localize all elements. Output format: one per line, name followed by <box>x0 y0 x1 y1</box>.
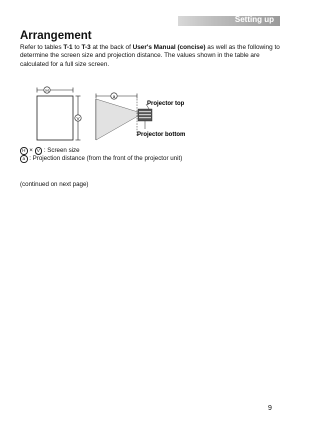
page-title: Arrangement <box>20 30 92 42</box>
legend-projection-distance <box>20 155 182 163</box>
distance-symbol: a <box>112 93 116 99</box>
projector-vent <box>139 114 151 115</box>
width-symbol-legend: H <box>20 147 28 155</box>
intro-text-2: to <box>72 44 82 51</box>
page-number: 9 <box>268 405 272 412</box>
projector-vent <box>139 111 151 112</box>
arrangement-diagram <box>0 78 300 150</box>
distance-symbol-legend: a <box>20 155 28 163</box>
projection-beam <box>96 99 138 140</box>
height-symbol-legend: V <box>35 147 43 155</box>
manual-title: User's Manual (concise) <box>132 44 206 51</box>
projector-vent <box>139 117 151 118</box>
legend-screen-size <box>20 147 182 155</box>
table-ref-start: T-1 <box>63 44 73 51</box>
intro-text-3: at the back of <box>90 44 133 51</box>
projector-top-label: Projector top <box>147 101 185 107</box>
continued-note: (continued on next page) <box>20 181 89 188</box>
intro-paragraph <box>20 44 290 69</box>
intro-text-1: Refer to tables <box>20 44 64 51</box>
distance-text: : Projection distance (from the front of the projector unit) <box>29 155 183 162</box>
screen-size-text: : Screen size <box>43 147 80 154</box>
section-label: Setting up <box>234 15 274 24</box>
table-ref-end: T-3 <box>81 44 91 51</box>
diagram-legend <box>20 147 182 163</box>
projector-bottom-label: Projector bottom <box>137 132 186 138</box>
times-sign: × <box>29 147 33 154</box>
screen-rectangle <box>37 96 73 140</box>
width-symbol: H <box>45 88 49 93</box>
section-header-bar <box>178 16 280 26</box>
height-symbol: V <box>76 116 80 121</box>
intro-text-4: as well as the following to determine the screen size and projection distance. The values shown in the table are calculated for a full size screen. <box>20 44 280 68</box>
